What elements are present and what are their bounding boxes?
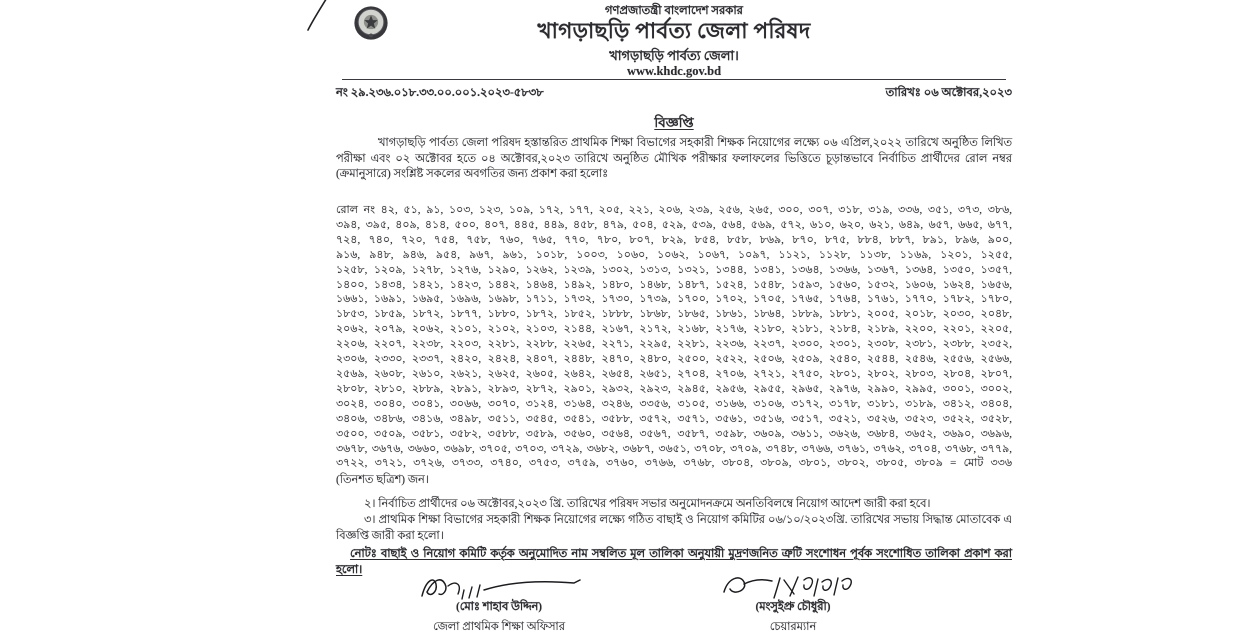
roll-number-line: ৯১৬, ৯৪৮, ৯৪৬, ৯৫৪, ৯৬৭, ৯৬১, ১০১৮, ১০০৩, ১০৬০, ১০৬২, ১০৬৭, ১০৯৭, ১১২১, ১১২৮, ১১৩৮, ১১৬৯, ১২০১, ১২৫৫, (336, 248, 1012, 261)
roll-number-line: ২৮০৮, ২৮১০, ২৮৮৯, ২৮৯১, ২৮৯৩, ২৮৭২, ২৯০১, ২৯৩২, ২৯২৩, ২৯৪৫, ২৯৫৬, ২৯৫৫, ২৯৬৫, ২৯৭৬, ২৯৯০, ২৯৯৫, ৩০০১, ৩০০২, (336, 382, 1012, 395)
signatory-name: (মোঃ শাহাব উদ্দিন) (456, 601, 542, 613)
signatory-title: চেয়ারম্যান (769, 621, 817, 633)
signatory-name: (মংসুইপ্রু চৌধুরী) (755, 601, 831, 613)
district-line: খাগড়াছড়ি পার্বত্য জেলা। (609, 48, 739, 63)
total-count-line: (তিনশত ছত্রিশ) জন। (336, 474, 429, 486)
roll-number-line: ৩৪০৬, ৩৪৮৬, ৩৪১৬, ৩৪৯৮, ৩৫১১, ৩৫৪৫, ৩৫৪১, ৩৫৮৮, ৩৫৭২, ৩৫৭১, ৩৫৬১, ৩৫১৬, ৩৫১৭, ৩৫২১, ৩৫২৬, ৩৫২৩, ৩৫২২, ৩৫২৮, (336, 412, 1012, 425)
notice-title: বিজ্ঞপ্তি (654, 115, 694, 130)
website-url: www.khdc.gov.bd (626, 64, 722, 78)
roll-number-line: ৩৬৭৮, ৩৬৭৬, ৩৬৬০, ৩৬৯৮, ৩৭০৫, ৩৭০৩, ৩৭২৯, ৩৬৮২, ৩৬৮৭, ৩৬৫১, ৩৭০৮, ৩৭০৯, ৩৭৪৮, ৩৭৬৬, ৩৭৬১, ৩৭৬২, ৩৭০৪, ৩৭৬৮, ৩৭৭৯, (336, 442, 1012, 455)
clause-2: ২। নির্বাচিত প্রার্থীদের ০৬ অক্টোবর,২০২৩ খ্রি. তারিখের পরিষদ সভার অনুমোদনক্রমে অনতিবিলম্বে নিয়োগ আদেশ জারী করা হবে। (364, 498, 931, 510)
pen-mark-icon (298, 0, 338, 32)
date-line: তারিখঃ ০৬ অক্টোবর,২০২৩ (885, 87, 1012, 99)
document-page (336, 0, 1012, 637)
horizontal-rule (723, 62, 1006, 80)
roll-number-line: ৩৭২২, ৩৭২১, ৩৭২৬, ৩৭৩৩, ৩৭৪০, ৩৭৫৩, ৩৭৫৯, ৩৭৬০, ৩৭৬৬, ৩৭৬৮, ৩৮০৪, ৩৮০৯, ৩৮০১, ৩৮০২, ৩৮০৫, ৩৮০৯ = মোট ৩৩৬ (336, 457, 1012, 470)
roll-number-line: ২০৬২, ২০৭৯, ২০৬২, ২১০১, ২১০২, ২১০৩, ২১৪৪, ২১৬৭, ২১৭২, ২১৬৮, ২১৭৬, ২১৮০, ২১৮১, ২১৮৪, ২১৮৯, ২২০০, ২২০১, ২২০৫, (336, 323, 1012, 336)
roll-number-line: ১৬৬১, ১৬৯১, ১৬৯৫, ১৬৯৬, ১৬৯৮, ১৭১১, ১৭৩২, ১৭৩০, ১৭৩৯, ১৭০০, ১৭০২, ১৭০৫, ১৭৬৫, ১৭৬৪, ১৭৬১, ১৭৭০, ১৭৮২, ১৭৮০, (336, 293, 1012, 306)
organization-name: খাগড়াছড়ি পার্বত্য জেলা পরিষদ (537, 19, 811, 43)
signature-block-right (688, 570, 898, 637)
government-line: গণপ্রজাতন্ত্রী বাংলাদেশ সরকার (604, 5, 744, 17)
signatory-title: জেলা প্রাথমিক শিক্ষা অফিসার (433, 621, 565, 633)
roll-number-line: ৩৫০০, ৩৫০৯, ৩৫৮১, ৩৫৮২, ৩৫৮৮, ৩৫৮৯, ৩৫৬০, ৩৫৬৪, ৩৫৬৭, ৩৫৮৭, ৩৫৯৮, ৩৬০৯, ৩৬১১, ৩৬২৬, ৩৬৮৪, ৩৬৫২, ৩৬৯০, ৩৬৯৬, (336, 427, 1012, 440)
note-line: নোটঃ বাছাই ও নিয়োগ কমিটি কর্তৃক অনুমোদিত নাম সম্বলিত মূল তালিকা অনুযায়ী মুদ্রণজনিত ত্রুটি সংশোধন পূর্বক সংশোধিত তালিকা প্রকাশ করা হলো। (336, 548, 1012, 576)
roll-number-line: ৩০২৪, ৩০৪০, ৩০৪১, ৩০৬৬, ৩০৭০, ৩১২৪, ৩১৬৪, ৩২৪৬, ৩৩৫৬, ৩১০৫, ৩১৬৬, ৩১০৬, ৩১৭২, ৩১৭৮, ৩১৮১, ৩১৮৯, ৩৪১২, ৩৪০৪, (336, 397, 1012, 410)
signature-block-left (394, 570, 604, 637)
roll-number-block (336, 203, 1012, 471)
roll-number-line: ১২৫৮, ১২০৯, ১২৭৮, ১২৭৬, ১২৯০, ১২৬২, ১২৩৯, ১৩০২, ১৩১৩, ১৩২১, ১৩৪৪, ১৩৪১, ১৩৬৪, ১৩৬৬, ১৩৬৭, ১৩৬৪, ১৩৫০, ১৩৫৭, (336, 263, 1012, 276)
roll-number-line: ২৫৬৯, ২৬০৮, ২৬১০, ২৬২১, ২৬২৫, ২৬০৫, ২৬৪২, ২৬৫৪, ২৬৫১, ২৭০৪, ২৭০৬, ২৭২১, ২৭৫০, ২৮০১, ২৮০২, ২৮০৩, ২৮০৪, ২৮০৭, (336, 367, 1012, 380)
website-rule-row (342, 62, 1006, 80)
roll-number-line: ২৩০৬, ২৩৩০, ২৩৩৭, ২৪২০, ২৪২৪, ২৪০৭, ২৪৪৮, ২৪৭০, ২৪৮০, ২৫০০, ২৫২২, ২৫০৬, ২৫০৯, ২৫৪০, ২৫৪৪, ২৫৪৬, ২৫৫৬, ২৫৬৬, (336, 353, 1012, 366)
horizontal-rule (342, 62, 625, 80)
memo-number: নং ২৯.২৩৬.০১৮.৩৩.০০.০০১.২০২৩-৫৮৩৮ (336, 87, 544, 99)
roll-number-line: ৩৯৪, ৩৯৫, ৪০৯, ৪১৪, ৫০০, ৪০৭, ৪৪৫, ৪৪৯, ৪৫৮, ৪৭৯, ৫০৪, ৫২৯, ৫৩৯, ৫৬৪, ৫৬৯, ৫৭২, ৬১০, ৬২০, ৬২১, ৬৪৯, ৬৫৭, ৬৬৫, ৬৭৭, (336, 218, 1012, 231)
intro-paragraph: খাগড়াছড়ি পার্বত্য জেলা পরিষদ হস্তান্তরিত প্রাথমিক শিক্ষা বিভাগের সহকারী শিক্ষক নিয়োগের লক্ষ্যে ০৬ এপ্রিল,২০২২ তারিখে অনুষ্ঠিত লিখিত পরীক্ষা এবং ০২ অক্টোবর হতে ০৪ অক্টোবর,২০২৩ তারিখে অনুষ্ঠিত মৌখিক পরীক্ষার ফলাফলের ভিত্তিতে চূড়ান্তভাবে নির্বাচিত প্রার্থীদের রোল নম্বর (ক্রমানুসারে) সংশ্লিষ্ট সকলের অবগতির জন্য প্রকাশ করা হলোঃ (336, 137, 1012, 181)
roll-number-line: রোল নং ৪২, ৫১, ৯১, ১০৩, ১২৩, ১০৯, ১৭২, ১৭৭, ২০৫, ২২১, ২০৬, ২৩৯, ২৫৬, ২৬৫, ৩০০, ৩০৭, ৩১৮, ৩১৯, ৩৩৬, ৩৫১, ৩৭৩, ৩৮৬, (336, 204, 1012, 216)
clause-3: ৩। প্রাথমিক শিক্ষা বিভাগের সহকারী শিক্ষক নিয়োগের লক্ষ্যে গঠিত বাছাই ও নিয়োগ কমিটির ০৬/১০/২০২৩খ্রি. তারিখের সভায় সিদ্ধান্ত মোতাবেক এ বিজ্ঞপ্তি জারী করা হলো। (336, 514, 1012, 542)
roll-number-line: ১৮৫৩, ১৮৫৯, ১৮৭২, ১৮৭৭, ১৮৮০, ১৮৭২, ১৮৫২, ১৮৮৮, ১৮৬৮, ১৮৬৫, ১৮৬১, ১৮৬৪, ১৮৮৯, ১৮৮১, ২০০৫, ২০১৮, ২০৩০, ২০৪৮, (336, 308, 1012, 321)
memo-row (336, 84, 1012, 103)
roll-number-line: ১৪০০, ১৪৩৪, ১৪২১, ১৪২৩, ১৪৪২, ১৪৬৪, ১৪৯২, ১৪৮০, ১৪৬৮, ১৪৮৭, ১৫২৪, ১৫৪৮, ১৫৯৩, ১৫৬০, ১৫৩২, ১৬০৬, ১৬২৪, ১৬৫৬, (336, 278, 1012, 291)
roll-number-line: ৭২৪, ৭৪০, ৭২০, ৭৫৪, ৭৫৮, ৭৬০, ৭৬৫, ৭৭০, ৭৮০, ৮০৭, ৮২৯, ৮৫৪, ৮৫৮, ৮৬৯, ৮৭০, ৮৭৫, ৮৮৪, ৮৮৭, ৮৯১, ৮৯৬, ৯০০, (336, 233, 1012, 246)
roll-number-line: ২২০৬, ২২০৭, ২২৩৮, ২২০৩, ২২৮১, ২২৮৮, ২২৬৫, ২২৭১, ২২৯৫, ২২৮১, ২২৩৬, ২২৩৭, ২৩০০, ২৩০১, ২৩০৮, ২৩৮১, ২৩৮৮, ২৩৫২, (336, 338, 1012, 351)
